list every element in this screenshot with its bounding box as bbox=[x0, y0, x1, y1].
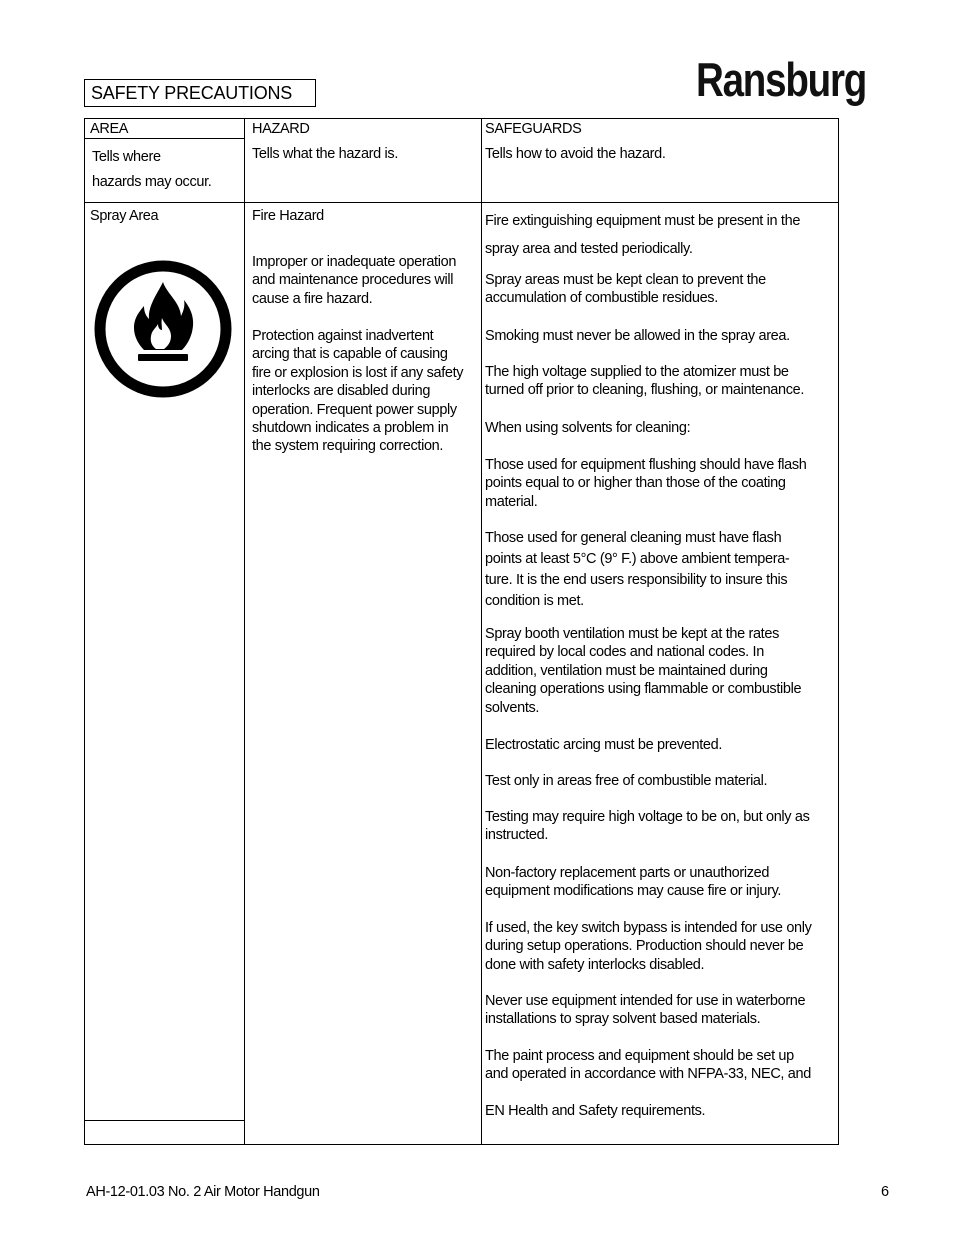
safeguard-paragraph bbox=[485, 992, 805, 1029]
safeguard-paragraph bbox=[485, 864, 781, 901]
safeguard-line: done with safety interlocks disabled. bbox=[485, 956, 705, 973]
safeguard-line: Test only in areas free of combustible material. bbox=[485, 773, 768, 789]
safeguard-paragraph bbox=[485, 419, 690, 437]
hazard-line: arcing that is capable of causing bbox=[252, 346, 448, 363]
row-divider bbox=[84, 202, 839, 203]
safeguard-line: Smoking must never be allowed in the spray area. bbox=[485, 328, 790, 344]
safeguard-line: Testing may require high voltage to be on, but only as bbox=[485, 809, 810, 825]
legend-safeguards: Tells how to avoid the hazard. bbox=[485, 146, 666, 162]
safeguard-line: When using solvents for cleaning: bbox=[485, 420, 691, 436]
page-number: 6 bbox=[881, 1184, 890, 1200]
legend-area bbox=[92, 145, 211, 195]
safeguard-paragraph bbox=[485, 207, 800, 263]
column-header-area: AREA bbox=[90, 121, 129, 137]
safeguard-line: installations to spray solvent based materials. bbox=[485, 1011, 761, 1028]
safeguard-line: instructed. bbox=[485, 827, 549, 844]
safeguard-line: The high voltage supplied to the atomizer must be bbox=[485, 364, 789, 380]
hazard-line: Improper or inadequate operation bbox=[252, 254, 457, 270]
hazard-paragraph bbox=[252, 253, 456, 308]
safeguard-line: accumulation of combustible residues. bbox=[485, 290, 718, 307]
safeguard-paragraph bbox=[485, 625, 801, 717]
safeguard-paragraph bbox=[485, 1102, 705, 1120]
safeguard-line: solvents. bbox=[485, 699, 540, 716]
hazard-line: the system requiring correction. bbox=[252, 438, 444, 455]
column-divider bbox=[481, 118, 482, 1145]
safeguard-line: Those used for equipment flushing should have flash bbox=[485, 457, 807, 473]
hazard-title: Fire Hazard bbox=[252, 208, 324, 224]
safeguard-line: Those used for general cleaning must have flash bbox=[485, 530, 782, 546]
safeguard-line: ture. It is the end users responsibility to insure this bbox=[485, 572, 788, 588]
safeguard-paragraph bbox=[485, 808, 809, 845]
row-divider bbox=[84, 1120, 244, 1121]
safeguard-line: points equal to or higher than those of the coating bbox=[485, 475, 786, 492]
brand-logo: Ransburg bbox=[696, 53, 867, 106]
safeguard-line: equipment modifications may cause fire or injury. bbox=[485, 883, 782, 900]
hazard-line: and maintenance procedures will bbox=[252, 272, 454, 289]
safeguard-line: EN Health and Safety requirements. bbox=[485, 1103, 706, 1119]
safeguard-paragraph bbox=[485, 456, 807, 511]
legend-area-line: Tells where bbox=[92, 149, 161, 165]
safeguard-line: Non-factory replacement parts or unauthorized bbox=[485, 865, 770, 881]
safeguard-line: and operated in accordance with NFPA-33, NEC, and bbox=[485, 1066, 811, 1083]
safeguard-paragraph bbox=[485, 327, 790, 345]
safeguard-paragraph bbox=[485, 736, 722, 754]
hazard-line: fire or explosion is lost if any safety bbox=[252, 364, 464, 381]
area-spray-area: Spray Area bbox=[90, 208, 159, 224]
hazard-paragraph bbox=[252, 327, 463, 456]
safeguard-paragraph bbox=[485, 528, 789, 612]
safeguard-paragraph bbox=[485, 271, 766, 308]
safeguard-line: Never use equipment intended for use in waterborne bbox=[485, 993, 806, 1009]
hazard-line: interlocks are disabled during bbox=[252, 383, 431, 400]
column-header-hazard: HAZARD bbox=[252, 121, 310, 137]
hazard-line: shutdown indicates a problem in bbox=[252, 420, 449, 437]
section-title: SAFETY PRECAUTIONS bbox=[84, 79, 316, 107]
safeguard-paragraph bbox=[485, 1047, 811, 1084]
hazard-line: Protection against inadvertent bbox=[252, 328, 434, 344]
safeguard-line: required by local codes and national codes. In bbox=[485, 644, 764, 661]
safeguard-line: during setup operations. Production should never be bbox=[485, 938, 804, 955]
safeguard-line: cleaning operations using flammable or combustible bbox=[485, 681, 802, 698]
hazard-line: operation. Frequent power supply bbox=[252, 401, 457, 418]
safeguard-line: The paint process and equipment should be set up bbox=[485, 1048, 794, 1064]
safeguard-line: spray area and tested periodically. bbox=[485, 241, 693, 257]
safeguard-line: condition is met. bbox=[485, 593, 584, 609]
document-reference: AH-12-01.03 No. 2 Air Motor Handgun bbox=[86, 1184, 320, 1200]
safeguard-line: Electrostatic arcing must be prevented. bbox=[485, 737, 722, 753]
safeguard-paragraph bbox=[485, 919, 812, 974]
safeguard-line: points at least 5°C (9° F.) above ambient tempera- bbox=[485, 551, 790, 567]
safeguard-line: If used, the key switch bypass is intended for use only bbox=[485, 920, 812, 936]
column-divider bbox=[244, 118, 245, 1145]
column-header-safeguards: SAFEGUARDS bbox=[485, 121, 582, 137]
fire-hazard-icon bbox=[92, 258, 234, 400]
safeguard-paragraph bbox=[485, 772, 767, 790]
safeguard-line: material. bbox=[485, 493, 538, 510]
safeguard-line: Spray booth ventilation must be kept at the rates bbox=[485, 626, 779, 642]
hazard-line: cause a fire hazard. bbox=[252, 290, 373, 307]
safeguard-line: Fire extinguishing equipment must be present in the bbox=[485, 213, 801, 229]
legend-area-line: hazards may occur. bbox=[92, 174, 212, 190]
safeguard-line: addition, ventilation must be maintained during bbox=[485, 662, 768, 679]
safeguard-line: turned off prior to cleaning, flushing, or maintenance. bbox=[485, 382, 805, 399]
safeguard-line: Spray areas must be kept clean to prevent the bbox=[485, 272, 766, 288]
safeguard-paragraph bbox=[485, 363, 804, 400]
legend-hazard: Tells what the hazard is. bbox=[252, 146, 398, 162]
